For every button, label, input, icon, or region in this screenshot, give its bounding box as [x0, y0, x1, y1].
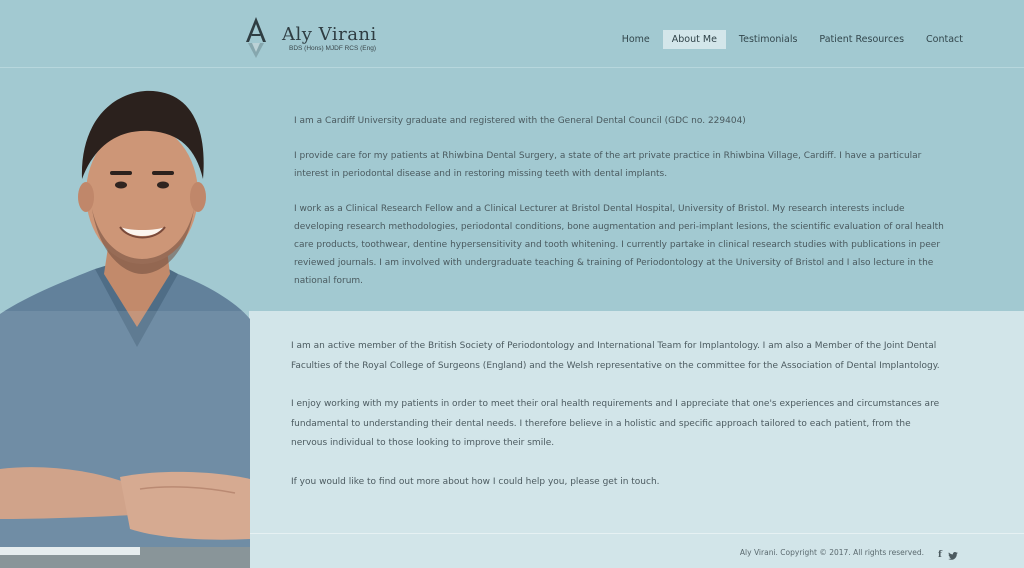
- nav-item-about-me[interactable]: About Me: [663, 30, 726, 49]
- about-paragraph: I work as a Clinical Research Fellow and a Clinical Lecturer at Bristol Dental Hospital, University of Bristol. My research interests include developing research methodologies, periodontal conditions, bone augmentation and peri-implant lesions, the scientific evaluation of oral health care products, toothwear, dentine hypersensitivity and tooth whitening. I currently partake in clinical research studies with publications in peer reviewed journals. I am involved with undergraduate teaching & training of Periodontology at the University of Bristol and I also lecture in the national forum.: [294, 204, 944, 286]
- logo-mark-icon: [244, 16, 268, 58]
- footer-copyright: Aly Virani. Copyright © 2017. All rights reserved.: [739, 548, 924, 557]
- footer-divider: [249, 533, 1024, 534]
- nav-item-contact[interactable]: Contact: [926, 34, 963, 45]
- about-paragraph: I enjoy working with my patients in order to meet their oral health requirements and I appreciate that one's experiences and circumstances are fundamental to understanding their dental needs. I therefore believe in a holistic and specific approach tailored to each patient, from the nervous individual to those looking to improve their smile.: [291, 399, 940, 448]
- social-links: [938, 545, 964, 564]
- about-paragraph: If you would like to find out more about how I could help you, please get in touch.: [291, 476, 660, 487]
- about-upper-text: [294, 112, 949, 307]
- photo-overlay: [0, 311, 250, 568]
- nav-item-testimonials[interactable]: Testimonials: [738, 34, 798, 45]
- logo-name: Aly Virani: [282, 24, 377, 45]
- about-paragraph: I am a Cardiff University graduate and registered with the General Dental Council (GDC no. 229404): [294, 116, 746, 126]
- nav-item-patient-resources[interactable]: Patient Resources: [819, 34, 905, 45]
- about-lower-text: [291, 337, 941, 511]
- facebook-icon[interactable]: f: [938, 549, 942, 560]
- logo-credentials: BDS (Hons) MJDF RCS (Eng): [289, 45, 377, 52]
- site-header: [0, 0, 1024, 68]
- nav-item-home[interactable]: Home: [621, 34, 650, 45]
- about-paragraph: I provide care for my patients at Rhiwbina Dental Surgery, a state of the art private practice in Rhiwbina Village, Cardiff. I have a particular interest in periodontal disease and in restoring missing teeth with dental implants.: [294, 151, 922, 179]
- site-logo[interactable]: [244, 16, 404, 60]
- main-nav: [609, 30, 972, 49]
- twitter-icon[interactable]: [948, 545, 958, 564]
- about-paragraph: I am an active member of the British Society of Periodontology and International Team for Implantology. I am also a Member of the Joint Dental Faculties of the Royal College of Surgeons (England) and the Welsh representative on the committee for the Association of Dental Implantology.: [291, 341, 940, 371]
